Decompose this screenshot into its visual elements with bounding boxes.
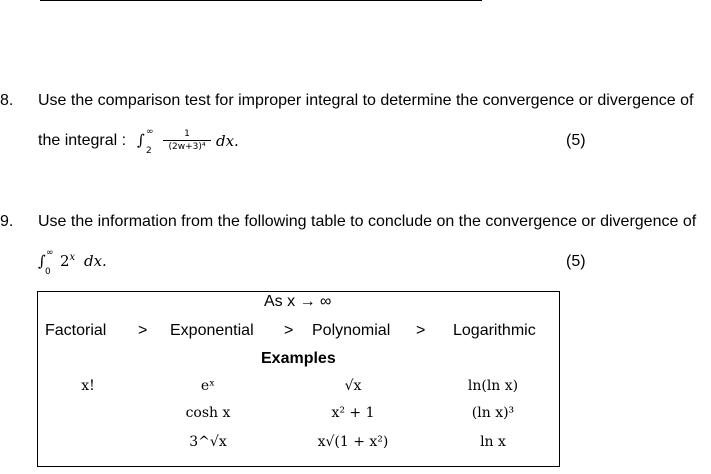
example-exponential-1: eˣ: [200, 378, 216, 394]
q8-upper-limit: ∞: [146, 127, 154, 137]
category-factorial: Factorial: [45, 322, 107, 339]
example-exponential-3: 3^√x: [189, 434, 227, 450]
q8-dx: dx.: [216, 132, 239, 150]
q8-fraction-bar: [163, 140, 211, 141]
q8-numerator: 1: [184, 129, 190, 139]
q8-fraction: [163, 129, 211, 153]
q9-dx: dx.: [84, 252, 107, 270]
q8-prefix: the integral :: [38, 132, 127, 149]
examples-label: Examples: [261, 350, 336, 367]
q9-upper-limit: ∞: [46, 248, 54, 258]
example-logarithmic-1: ln(ln x): [467, 378, 519, 394]
q8-denominator: (2w+3)⁴: [168, 142, 206, 152]
q8-number: 8.: [0, 92, 14, 109]
table-heading: As x → ∞: [264, 293, 332, 310]
category-polynomial: Polynomial: [312, 322, 391, 339]
q9-marks: (5): [566, 253, 586, 270]
q9-number: 9.: [0, 213, 14, 230]
growth-rate-table: [37, 291, 560, 467]
example-factorial: x!: [81, 378, 95, 394]
q9-exponent: x: [69, 252, 76, 263]
example-polynomial-3: x√(1 + x²): [317, 434, 389, 450]
q9-integral-sign: ∫: [38, 252, 46, 270]
q9-integrand: [60, 252, 75, 270]
example-polynomial-2: x² + 1: [331, 405, 375, 421]
q8-lower-limit: 2: [146, 146, 152, 156]
example-exponential-2: cosh x: [185, 405, 231, 421]
comparator-2: >: [284, 322, 294, 339]
q9-text: Use the information from the following table to conclude on the convergence or divergence of: [38, 213, 697, 230]
q9-lower-limit: 0: [45, 267, 51, 277]
category-logarithmic: Logarithmic: [453, 322, 536, 339]
top-rule: [40, 0, 482, 1]
comparator-1: >: [138, 322, 148, 339]
example-logarithmic-3: ln x: [480, 434, 506, 450]
q8-integral-sign: ∫: [137, 131, 145, 149]
example-logarithmic-2: (ln x)³: [471, 405, 515, 421]
q8-marks: (5): [566, 132, 586, 149]
q9-base: 2: [60, 252, 70, 270]
category-exponential: Exponential: [170, 322, 254, 339]
example-polynomial-1: √x: [344, 378, 362, 394]
q8-text: Use the comparison test for improper integral to determine the convergence or divergence of: [38, 92, 694, 109]
comparator-3: >: [416, 322, 426, 339]
